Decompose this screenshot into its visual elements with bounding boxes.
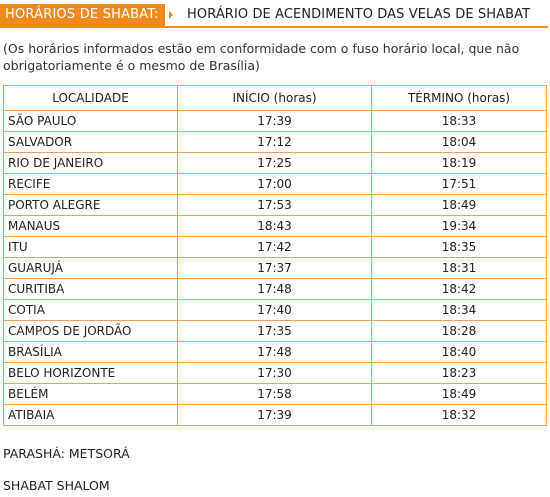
- cell-locality: RIO DE JANEIRO: [4, 153, 178, 174]
- table-row: [4, 174, 547, 195]
- cell-end-time: 18:40: [372, 342, 547, 363]
- cell-start-time: 17:30: [178, 363, 372, 384]
- cell-end-time: 18:23: [372, 363, 547, 384]
- cell-locality: BRASÍLIA: [4, 342, 178, 363]
- table-row: [4, 216, 547, 237]
- cell-end-time: 17:51: [372, 174, 547, 195]
- table-row: [4, 405, 547, 426]
- table-body: [4, 111, 547, 426]
- cell-end-time: 18:34: [372, 300, 547, 321]
- cell-end-time: 18:19: [372, 153, 547, 174]
- cell-end-time: 18:49: [372, 384, 547, 405]
- cell-end-time: 18:35: [372, 237, 547, 258]
- cell-start-time: 17:39: [178, 111, 372, 132]
- cell-end-time: 18:33: [372, 111, 547, 132]
- table-row: [4, 300, 547, 321]
- cell-start-time: 17:12: [178, 132, 372, 153]
- column-header-end: TÉRMINO (horas): [372, 86, 547, 111]
- cell-start-time: 18:43: [178, 216, 372, 237]
- cell-start-time: 17:00: [178, 174, 372, 195]
- table-header-row: [4, 86, 547, 111]
- table-row: [4, 342, 547, 363]
- section-label-text: HORÁRIOS DE SHABAT:: [5, 7, 159, 22]
- cell-locality: ATIBAIA: [4, 405, 178, 426]
- cell-start-time: 17:58: [178, 384, 372, 405]
- cell-start-time: 17:53: [178, 195, 372, 216]
- cell-end-time: 18:49: [372, 195, 547, 216]
- closing-text: SHABAT SHALOM: [3, 478, 110, 493]
- cell-locality: RECIFE: [4, 174, 178, 195]
- cell-locality: ITU: [4, 237, 178, 258]
- cell-start-time: 17:40: [178, 300, 372, 321]
- section-header: [0, 4, 548, 28]
- section-title: HORÁRIO DE ACENDIMENTO DAS VELAS DE SHABAT: [187, 7, 531, 22]
- table-row: [4, 153, 547, 174]
- cell-start-time: 17:25: [178, 153, 372, 174]
- table-row: [4, 195, 547, 216]
- table-row: [4, 321, 547, 342]
- cell-locality: BELÉM: [4, 384, 178, 405]
- cell-locality: BELO HORIZONTE: [4, 363, 178, 384]
- cell-locality: CURITIBA: [4, 279, 178, 300]
- cell-locality: SALVADOR: [4, 132, 178, 153]
- cell-locality: CAMPOS DE JORDÃO: [4, 321, 178, 342]
- table-row: [4, 363, 547, 384]
- table-row: [4, 237, 547, 258]
- cell-start-time: 17:48: [178, 342, 372, 363]
- table-row: [4, 258, 547, 279]
- candle-lighting-table: [3, 85, 547, 426]
- cell-end-time: 18:42: [372, 279, 547, 300]
- timezone-note: (Os horários informados estão em conformidade com o fuso horário local, que não obrigatoriamente é o mesmo de Brasília): [3, 41, 520, 73]
- cell-start-time: 17:35: [178, 321, 372, 342]
- cell-locality: PORTO ALEGRE: [4, 195, 178, 216]
- table-row: [4, 279, 547, 300]
- arrow-right-icon: [169, 11, 173, 19]
- table-row: [4, 384, 547, 405]
- section-label: [0, 4, 165, 26]
- column-header-locality: LOCALIDADE: [4, 86, 178, 111]
- cell-start-time: 17:42: [178, 237, 372, 258]
- cell-end-time: 19:34: [372, 216, 547, 237]
- cell-locality: GUARUJÁ: [4, 258, 178, 279]
- cell-locality: COTIA: [4, 300, 178, 321]
- cell-locality: MANAUS: [4, 216, 178, 237]
- cell-end-time: 18:31: [372, 258, 547, 279]
- table-row: [4, 132, 547, 153]
- cell-start-time: 17:48: [178, 279, 372, 300]
- cell-end-time: 18:32: [372, 405, 547, 426]
- cell-start-time: 17:37: [178, 258, 372, 279]
- table-row: [4, 111, 547, 132]
- cell-end-time: 18:28: [372, 321, 547, 342]
- parasha-text: PARASHÁ: METSORÁ: [3, 446, 130, 461]
- cell-locality: SÃO PAULO: [4, 111, 178, 132]
- column-header-start: INÍCIO (horas): [178, 86, 372, 111]
- cell-end-time: 18:04: [372, 132, 547, 153]
- cell-start-time: 17:39: [178, 405, 372, 426]
